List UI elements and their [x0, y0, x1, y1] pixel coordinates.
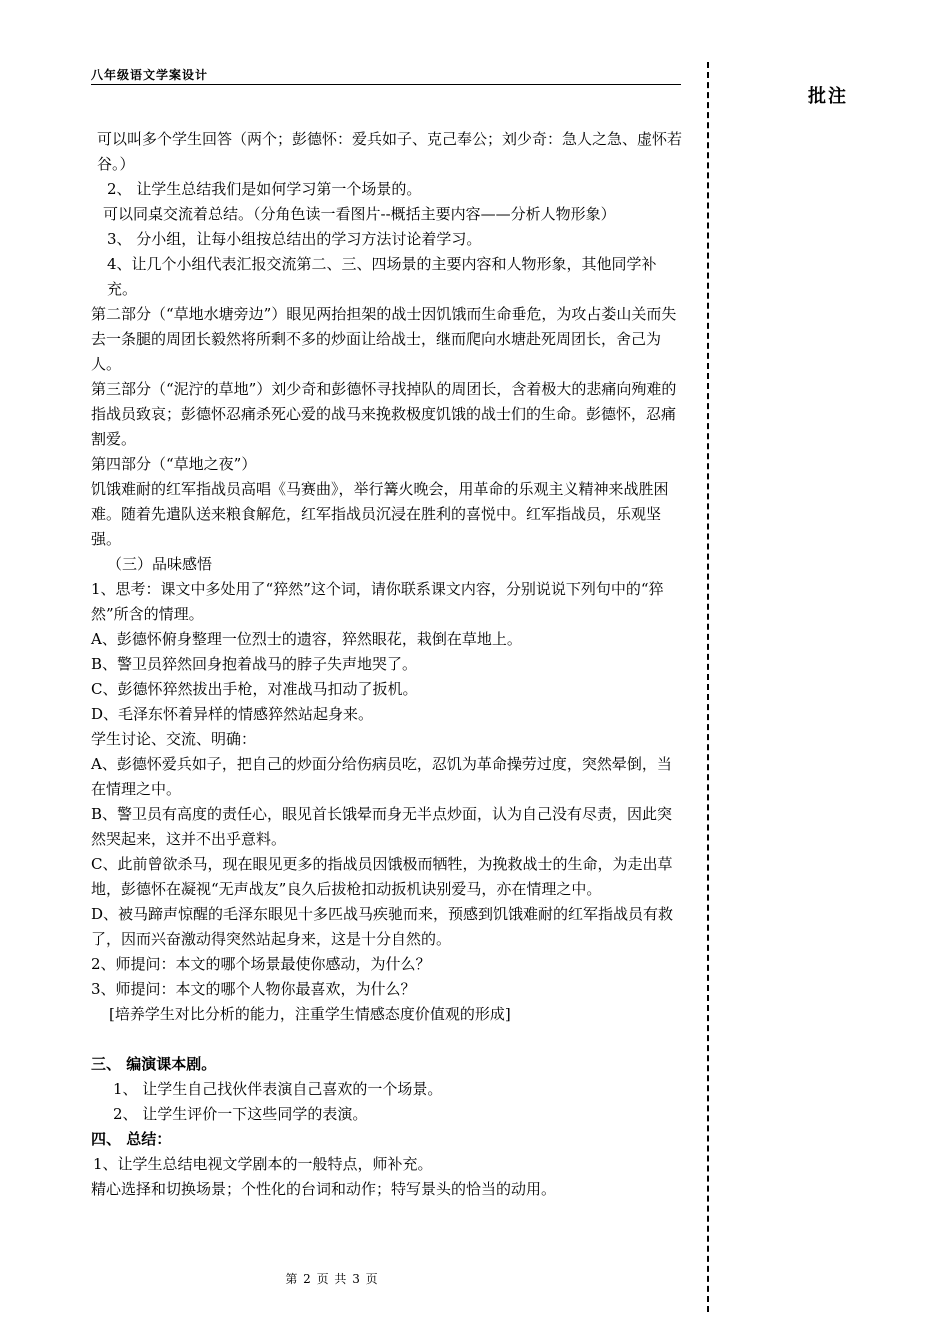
paragraph: 饥饿难耐的红军指战员高唱《马赛曲》，举行篝火晚会，用革命的乐观主义精神来战胜困难。随着先遣队送来粮食解危，红军指战员沉浸在胜利的喜悦中。红军指战员，乐观坚强。 [91, 480, 669, 548]
document-body [91, 127, 686, 1202]
paragraph: 可以同桌交流着总结。（分角色读一看图片--概括主要内容——分析人物形象） [103, 205, 616, 223]
page-footer [0, 1270, 950, 1287]
paragraph: 2、师提问：本文的哪个场景最使你感动，为什么？ [91, 955, 431, 973]
section-heading: 三、 编演课本剧。 [91, 1055, 217, 1073]
paragraph: 2、 让学生总结我们是如何学习第一个场景的。 [107, 180, 422, 198]
list-item: A、彭德怀爱兵如子，把自己的炒面分给伤病员吃，忍饥为革命操劳过度，突然晕倒，当在情理之中。 [91, 755, 672, 798]
list-item: A、彭德怀俯身整理一位烈士的遗容，猝然眼花，栽倒在草地上。 [91, 630, 522, 648]
section-heading: （三）品味感悟 [107, 555, 213, 573]
paragraph: 3、 分小组，让每小组按总结出的学习方法讨论着学习。 [107, 230, 482, 248]
paragraph: 4、让几个小组代表汇报交流第二、三、四场景的主要内容和人物形象，其他同学补充。 [107, 255, 657, 298]
list-item: B、警卫员猝然回身抱着战马的脖子失声地哭了。 [91, 655, 418, 673]
paragraph: 学生讨论、交流、明确： [91, 730, 257, 748]
list-item: C、此前曾欲杀马，现在眼见更多的指战员因饿极而牺牲，为挽救战士的生命，为走出草地，彭德怀在凝视“无声战友”良久后拔枪扣动扳机诀别爱马，亦在情理之中。 [91, 855, 673, 898]
paragraph: 精心选择和切换场景；个性化的台词和动作；特写景头的恰当的动用。 [91, 1180, 557, 1198]
paragraph: 3、师提问：本文的哪个人物你最喜欢，为什么？ [91, 980, 416, 998]
section-heading: 四、 总结： [91, 1130, 172, 1148]
paragraph: 第四部分（“草地之夜”） [91, 455, 257, 473]
page-header: 八年级语文学案设计 [91, 66, 681, 85]
paragraph: 1、思考：课文中多处用了“猝然”这个词，请你联系课文内容，分别说说下列句中的“猝然”所含的情理。 [91, 580, 664, 623]
paragraph: [培养学生对比分析的能力，注重学生情感态度价值观的形成] [109, 1005, 511, 1023]
list-item: C、彭德怀猝然拔出手枪，对准战马扣动了扳机。 [91, 680, 418, 698]
list-item: 1、让学生总结电视文学剧本的一般特点，师补充。 [93, 1155, 433, 1173]
list-item: 2、 让学生评价一下这些同学的表演。 [113, 1105, 368, 1123]
paragraph: 第三部分（“泥泞的草地”）刘少奇和彭德怀寻找掉队的周团长，含着极大的悲痛向殉难的指战员致哀；彭德怀忍痛杀死心爱的战马来挽救极度饥饿的战士们的生命。彭德怀，忍痛割爱。 [91, 380, 677, 448]
list-item: D、被马蹄声惊醒的毛泽东眼见十多匹战马疾驰而来，预感到饥饿难耐的红军指战员有救了，因而兴奋激动得突然站起身来，这是十分自然的。 [91, 905, 674, 948]
list-item: D、毛泽东怀着异样的情感猝然站起身来。 [91, 705, 374, 723]
paragraph: 可以叫多个学生回答（两个；彭德怀：爱兵如子、克己奉公；刘少奇：急人之急、虚怀若谷。） [97, 130, 683, 173]
annotation-label: 批注 [808, 86, 848, 107]
margin-divider [707, 62, 709, 1312]
paragraph: 第二部分（“草地水塘旁边”）眼见两抬担架的战士因饥饿而生命垂危，为攻占娄山关而失去一条腿的周团长毅然将所剩不多的炒面让给战士，继而爬向水塘赴死周团长，舍己为人。 [91, 305, 677, 373]
list-item: B、警卫员有高度的责任心，眼见首长饿晕而身无半点炒面，认为自己没有尽责，因此突然哭起来，这并不出乎意料。 [91, 805, 673, 848]
page-number: 第 2 页 共 3 页 [285, 1272, 379, 1286]
list-item: 1、 让学生自己找伙伴表演自己喜欢的一个场景。 [113, 1080, 443, 1098]
